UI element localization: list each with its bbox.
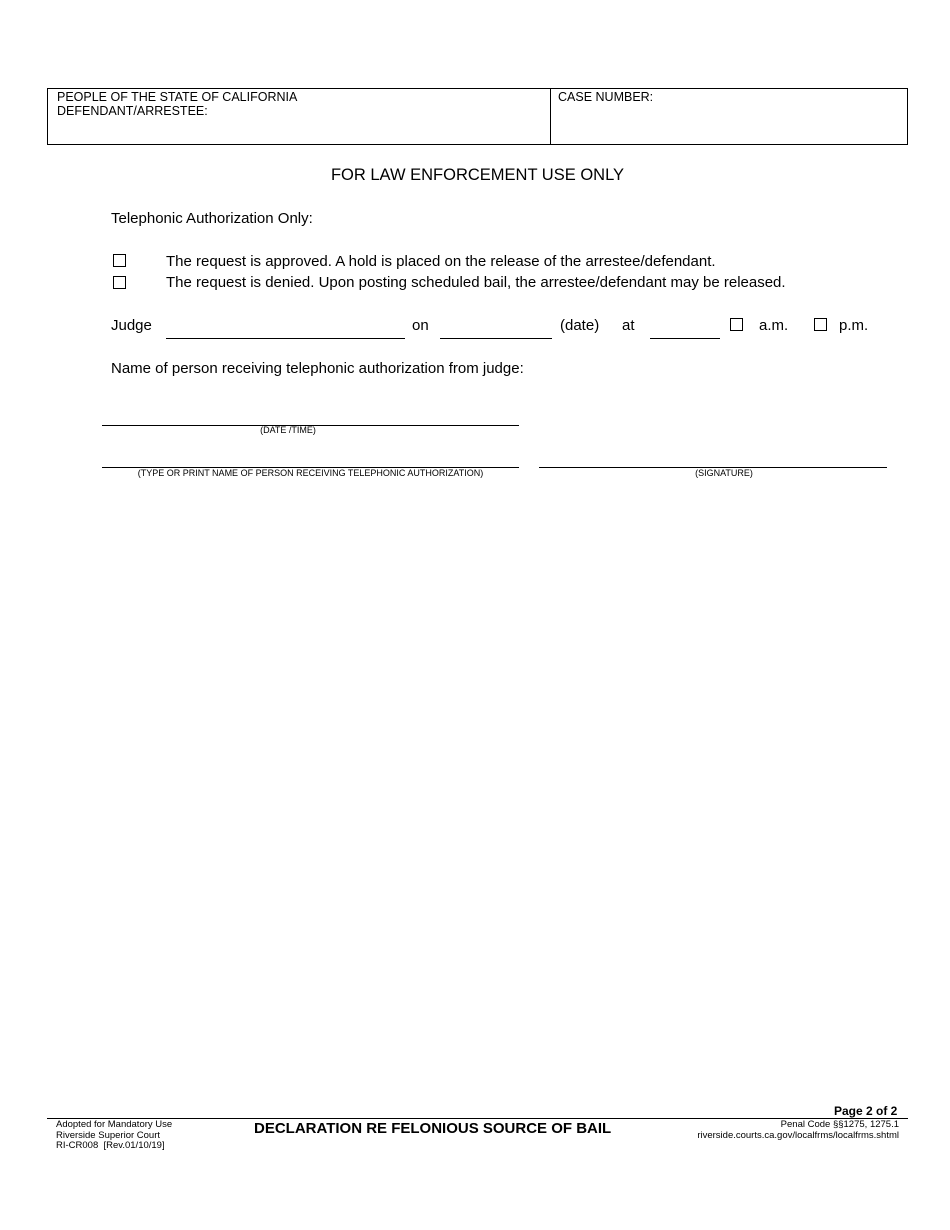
case-header-box bbox=[47, 88, 908, 145]
approved-checkbox[interactable] bbox=[113, 254, 126, 267]
telephonic-label: Telephonic Authorization Only: bbox=[111, 210, 313, 227]
receiver-label: Name of person receiving telephonic authorization from judge: bbox=[111, 360, 524, 377]
am-checkbox[interactable] bbox=[730, 318, 743, 331]
judge-label: Judge bbox=[111, 317, 152, 334]
approved-text: The request is approved. A hold is placed on the release of the arrestee/defendant. bbox=[166, 253, 716, 270]
footer-right-block bbox=[640, 1120, 899, 1141]
section-title: FOR LAW ENFORCEMENT USE ONLY bbox=[330, 166, 625, 184]
print-name-caption: (TYPE OR PRINT NAME OF PERSON RECEIVING TELEPHONIC AUTHORIZATION) bbox=[137, 468, 484, 478]
footer-rule bbox=[47, 1118, 908, 1119]
denied-checkbox[interactable] bbox=[113, 276, 126, 289]
at-label: at bbox=[622, 317, 635, 334]
case-number-label: CASE NUMBER: bbox=[558, 90, 654, 104]
signature-caption: (SIGNATURE) bbox=[695, 468, 753, 478]
defendant-label: DEFENDANT/ARRESTEE: bbox=[57, 104, 208, 118]
on-label: on bbox=[412, 317, 429, 334]
page-number: Page 2 of 2 bbox=[834, 1104, 898, 1118]
court-text: Riverside Superior Court bbox=[56, 1129, 161, 1141]
pm-label: p.m. bbox=[839, 317, 869, 334]
penal-code-text: Penal Code §§1275, 1275.1 bbox=[780, 1119, 899, 1130]
date-field[interactable] bbox=[440, 338, 552, 339]
court-url-text: riverside.courts.ca.gov/localfrms/localfrms.shtml bbox=[697, 1129, 899, 1141]
case-number-cell[interactable] bbox=[551, 89, 907, 145]
time-field[interactable] bbox=[650, 338, 720, 339]
am-label: a.m. bbox=[759, 317, 789, 334]
denied-text: The request is denied. Upon posting scheduled bail, the arrestee/defendant may be released. bbox=[166, 274, 786, 291]
footer-left-block bbox=[56, 1120, 172, 1152]
parties-cell bbox=[48, 89, 551, 144]
date-time-caption: (DATE /TIME) bbox=[260, 425, 316, 435]
date-label: (date) bbox=[560, 317, 600, 334]
judge-name-field[interactable] bbox=[166, 338, 405, 339]
adopted-text: Adopted for Mandatory Use bbox=[56, 1119, 173, 1130]
people-label: PEOPLE OF THE STATE OF CALIFORNIA bbox=[57, 90, 298, 104]
form-id-text: RI-CR008 [Rev.01/10/19] bbox=[56, 1140, 165, 1151]
form-title: DECLARATION RE FELONIOUS SOURCE OF BAIL bbox=[254, 1120, 612, 1137]
pm-checkbox[interactable] bbox=[814, 318, 827, 331]
